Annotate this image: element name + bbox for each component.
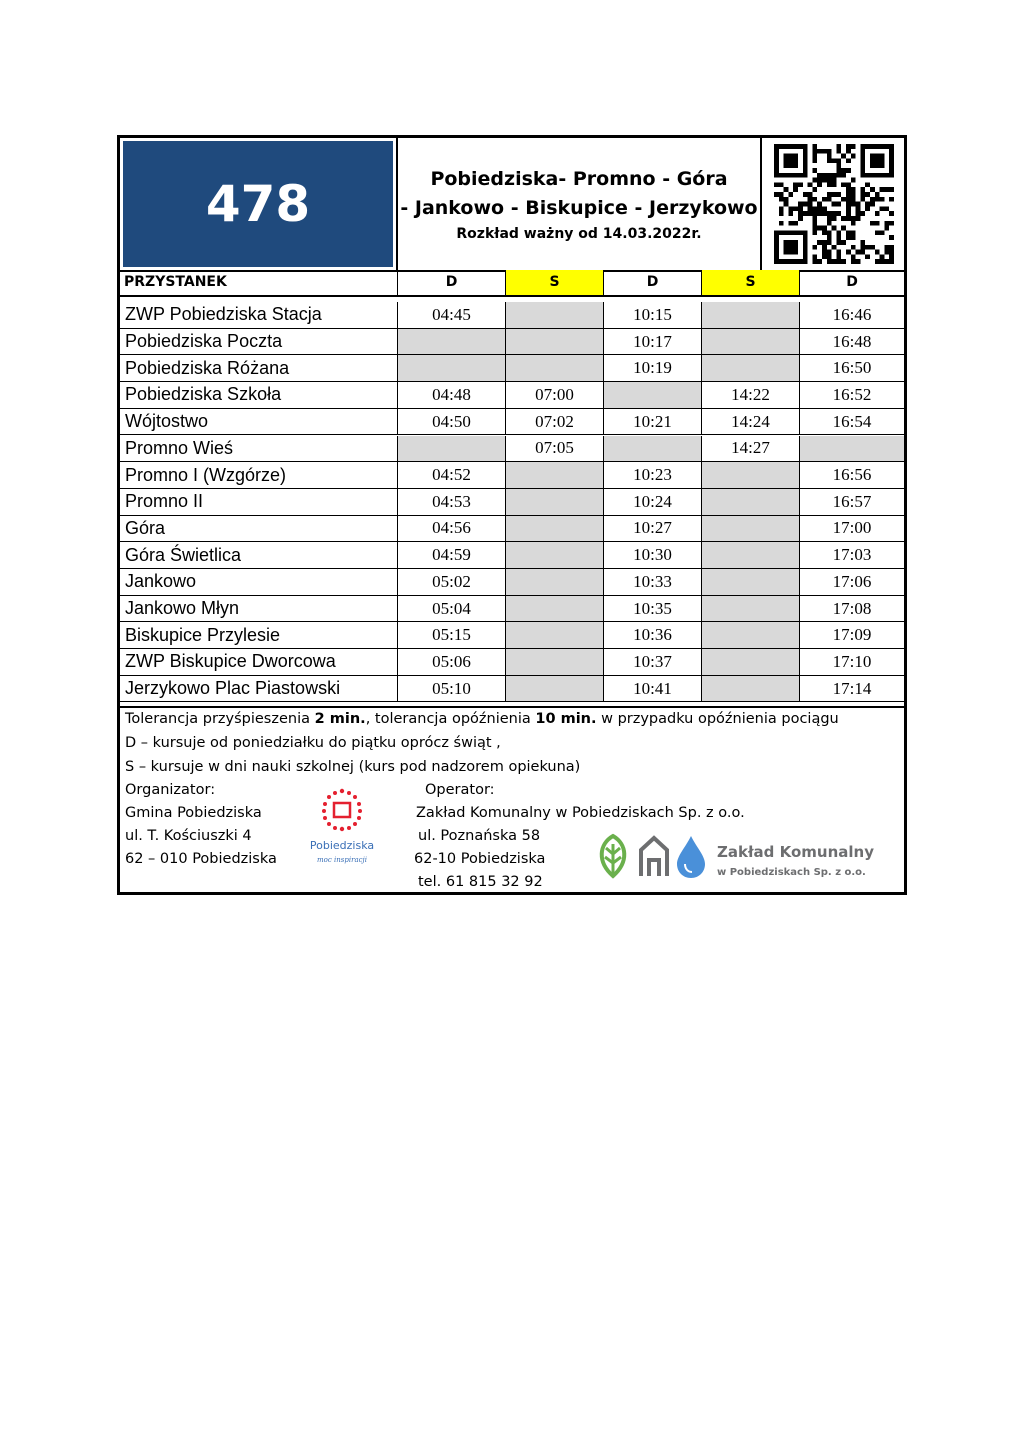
departure-time: 17:08 [799,596,904,622]
departure-time: 17:00 [799,516,904,542]
stop-name: ZWP Pobiedziska Stacja [125,304,322,325]
departure-time: 16:56 [799,462,904,488]
operator-name: Zakład Komunalny w Pobiedziskach Sp. z o.o. [416,805,745,821]
departure-time [603,436,701,462]
departure-time [701,569,799,595]
departure-time: 05:06 [397,649,505,675]
table-row [120,542,904,569]
departure-time: 04:52 [397,462,505,488]
departure-time: 14:24 [701,409,799,435]
organizer-city: 62 – 010 Pobiedziska [125,851,277,867]
departure-time: 10:19 [603,355,701,381]
departure-time: 16:57 [799,489,904,515]
table-row [120,462,904,489]
organizer-label: Organizator: [125,782,216,798]
departure-time [505,302,603,328]
operator-city: 62-10 Pobiedziska [414,851,546,867]
departure-time: 17:03 [799,542,904,568]
departure-time [397,329,505,355]
departure-time: 07:05 [505,436,603,462]
departure-time: 10:36 [603,622,701,648]
column-header: S [505,270,603,295]
departure-time [505,649,603,675]
departure-time: 07:02 [505,409,603,435]
column-header: D [799,270,904,295]
departure-time [701,676,799,702]
table-row [120,596,904,623]
departure-time [505,569,603,595]
departure-time: 04:59 [397,542,505,568]
departure-time: 04:50 [397,409,505,435]
notes [120,706,904,894]
departure-time: 10:41 [603,676,701,702]
departure-time [701,649,799,675]
departure-time: 10:30 [603,542,701,568]
departure-time: 04:48 [397,382,505,408]
departure-time: 07:00 [505,382,603,408]
stop-name: Jankowo [125,571,197,592]
departure-time: 10:35 [603,596,701,622]
route-number: 478 [123,141,393,267]
departure-time: 16:54 [799,409,904,435]
operator-label: Operator: [425,782,495,798]
departure-time: 10:33 [603,569,701,595]
departure-time: 05:10 [397,676,505,702]
departure-time [505,516,603,542]
departure-time [701,516,799,542]
departure-time: 10:27 [603,516,701,542]
departure-time: 16:52 [799,382,904,408]
table-row [120,622,904,649]
zaklad-komunalny-logo [593,830,893,880]
organizer-name: Gmina Pobiedziska [125,805,262,821]
stop-name: ZWP Biskupice Dworcowa [125,651,336,672]
departure-time [701,462,799,488]
departure-time [505,596,603,622]
departure-time [505,542,603,568]
stop-name: Promno Wieś [125,437,234,458]
departure-time [701,489,799,515]
stop-name: Pobiedziska Poczta [125,331,283,352]
departure-time: 05:04 [397,596,505,622]
departure-time: 17:09 [799,622,904,648]
route-title-line2: - Jankowo - Biskupice - Jerzykowo [400,197,758,219]
table-row [120,676,904,703]
departure-time: 10:23 [603,462,701,488]
logo-tagline: moc inspiracji [317,856,367,864]
departure-time [799,436,904,462]
table-row [120,649,904,676]
divider [760,138,762,270]
stop-name: Góra [125,517,166,538]
timetable-header [120,138,904,272]
departure-time: 10:15 [603,302,701,328]
table-row [120,409,904,436]
pobiedziska-logo [294,781,390,877]
table-row [120,329,904,356]
departure-time: 10:21 [603,409,701,435]
organizer-street: ul. T. Kościuszki 4 [125,828,252,844]
route-title [398,138,760,270]
departure-time [701,355,799,381]
house-icon [641,838,667,876]
departure-time: 10:17 [603,329,701,355]
departure-time: 16:46 [799,302,904,328]
departure-time [505,355,603,381]
timetable-sheet [117,135,907,895]
stop-name: Jerzykowo Plac Piastowski [125,678,341,699]
table-row [120,569,904,596]
stop-name: Promno II [125,491,204,512]
departure-time: 14:27 [701,436,799,462]
valid-from: Rozkład ważny od 14.03.2022r. [456,226,702,242]
stop-name: Promno I (Wzgórze) [125,464,287,485]
stop-name: Jankowo Młyn [125,598,240,619]
departure-time: 14:22 [701,382,799,408]
column-header: D [603,270,701,295]
stop-column-header: PRZYSTANEK [124,274,227,291]
departure-time [505,676,603,702]
table-row [120,436,904,463]
departure-time: 17:14 [799,676,904,702]
stop-name: Góra Świetlica [125,544,242,565]
departure-time [505,329,603,355]
departure-time [701,622,799,648]
logo-subtitle: w Pobiedziskach Sp. z o.o. [717,867,866,878]
qr-code[interactable] [774,144,894,264]
departure-time [397,355,505,381]
departure-time [603,382,701,408]
departure-time [505,489,603,515]
departure-time: 17:10 [799,649,904,675]
legend-d: D – kursuje od poniedziałku do piątku oprócz świąt , [125,735,501,751]
departure-time: 17:06 [799,569,904,595]
departure-time [505,622,603,648]
departure-time [701,329,799,355]
column-header: D [397,270,505,295]
leaf-icon [602,836,625,876]
water-drop-icon [677,836,705,878]
departure-time: 16:48 [799,329,904,355]
operator-street: ul. Poznańska 58 [418,828,541,844]
departure-time [397,436,505,462]
table-row [120,516,904,543]
stop-name: Pobiedziska Różana [125,357,290,378]
table-header-row [120,270,904,297]
departure-time [701,302,799,328]
table-row [120,302,904,329]
departure-time: 05:15 [397,622,505,648]
table-row [120,382,904,409]
departure-time [701,542,799,568]
departure-time: 05:02 [397,569,505,595]
stop-name: Wójtostwo [125,411,209,432]
departure-time: 04:56 [397,516,505,542]
departure-time: 04:53 [397,489,505,515]
tolerance-note: Tolerancja przyśpieszenia 2 min., tolerancja opóźnienia 10 min. w przypadku opóźnienia pociągu [125,711,839,727]
departure-time: 10:37 [603,649,701,675]
stop-name: Pobiedziska Szkoła [125,384,282,405]
logo-title: Zakład Komunalny [717,843,874,861]
legend-s: S – kursuje w dni nauki szkolnej (kurs pod nadzorem opiekuna) [125,759,581,775]
table-row [120,355,904,382]
column-header: S [701,270,799,295]
departure-time: 16:50 [799,355,904,381]
departure-time [701,596,799,622]
departure-time [505,462,603,488]
operator-phone: tel. 61 815 32 92 [418,874,543,890]
logo-name: Pobiedziska [309,839,375,852]
table-row [120,489,904,516]
departure-time: 04:45 [397,302,505,328]
departure-time: 10:24 [603,489,701,515]
route-title-line1: Pobiedziska- Promno - Góra [430,168,728,190]
stop-name: Biskupice Przylesie [125,624,281,645]
